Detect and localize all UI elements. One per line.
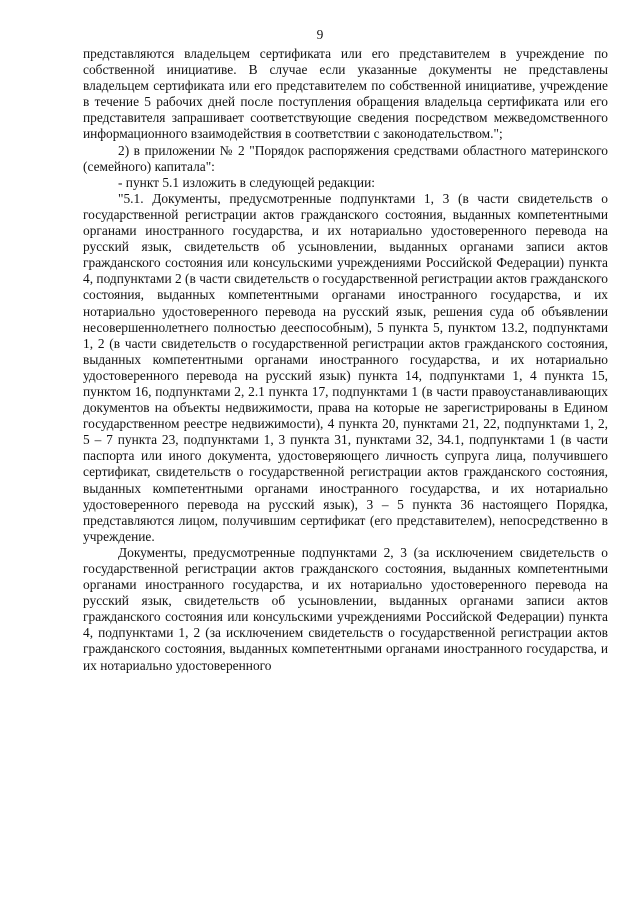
page-number: 9 — [316, 27, 324, 42]
paragraph-item-5-1-text: "5.1. Документы, предусмотренные подпунктами 1, 3 (в части свидетельств о государственной регистрации актов гражданского состояния, выданных компетентными органами иностранного государства, и их нотариально удостоверенного перевода на русский язык, свидетельств об усыновлении, выданных органами записи актов гражданского состояния или консульскими учреждениями Российской Федерации) пункта 4, подпунктами 2 (в части свидетельств о государственной регистрации актов гражданского состояния, выданных компетентными органами иностранного государства, и их нотариально удостоверенного перевода на русский язык, решения суда об объявлении несовершеннолетнего полностью дееспособным), 5 пункта 5, пунктом 13.2, подпунктами 1, 2 (в части свидетельств о государственной регистрации актов гражданского состояния, выданных компетентными органами иностранного государства, и их нотариально удостоверенного перевода на русский язык) пункта 14, подпунктами 1, 4 пункта 15, пунктом 16, подпунктами 2, 2.1 пункта 17, подпунктами 1 (в части правоустанавливающих документов на объекты недвижимости, права на которые не зарегистрированы в Едином государственном реестре недвижимости), 4 пункта 20, пунктами 21, 22, подпунктами 1, 2, 5 – 7 пункта 23, подпунктами 1, 3 пункта 31, пунктами 32, 34.1, подпунктами 1 (в части паспорта или иного документа, удостоверяющего личность супруга лица, получившего сертификат, свидетельств о государственной регистрации актов гражданского состояния, выданных компетентными органами иностранного государства, и их нотариально удостоверенного перевода на русский язык), 3 – 5 пункта 36 настоящего Порядка, представляются лицом, получившим сертификат (его представителем), непосредственно в учреждение. — [83, 190, 608, 544]
document-body — [83, 46, 608, 674]
paragraph-documents-provided: Документы, предусмотренные подпунктами 2, 3 (за исключением свидетельств о государственной регистрации актов гражданского состояния, выданных компетентными органами иностранного государства, и их нотариально удостоверенного перевода на русский язык, свидетельств об усыновлении, выданных органами записи актов гражданского состояния или консульскими учреждениями Российской Федерации) пункта 4, подпунктами 1, 2 (за исключением свидетельств о государственной регистрации актов гражданского состояния, выданных компетентными органами иностранного государства, и их нотариально удостоверенного — [83, 544, 608, 673]
paragraph-continuation: представляются владельцем сертификата или его представителем в учреждение по собственной инициативе. В случае если указанные документы не представлены владельцем сертификата или его представителем по собственной инициативе, учреждение в течение 5 рабочих дней после поступления обращения владельца сертификата или его представителя запрашивает соответствующие сведения посредством межведомственного информационного взаимодействия в соответствии с законодательством."; — [83, 46, 608, 142]
paragraph-item-5-1-instruction: - пункт 5.1 изложить в следующей редакции: — [118, 174, 375, 190]
paragraph-amendment-appendix-2: 2) в приложении № 2 "Порядок распоряжения средствами областного материнского (семейного) капитала": — [83, 142, 608, 174]
